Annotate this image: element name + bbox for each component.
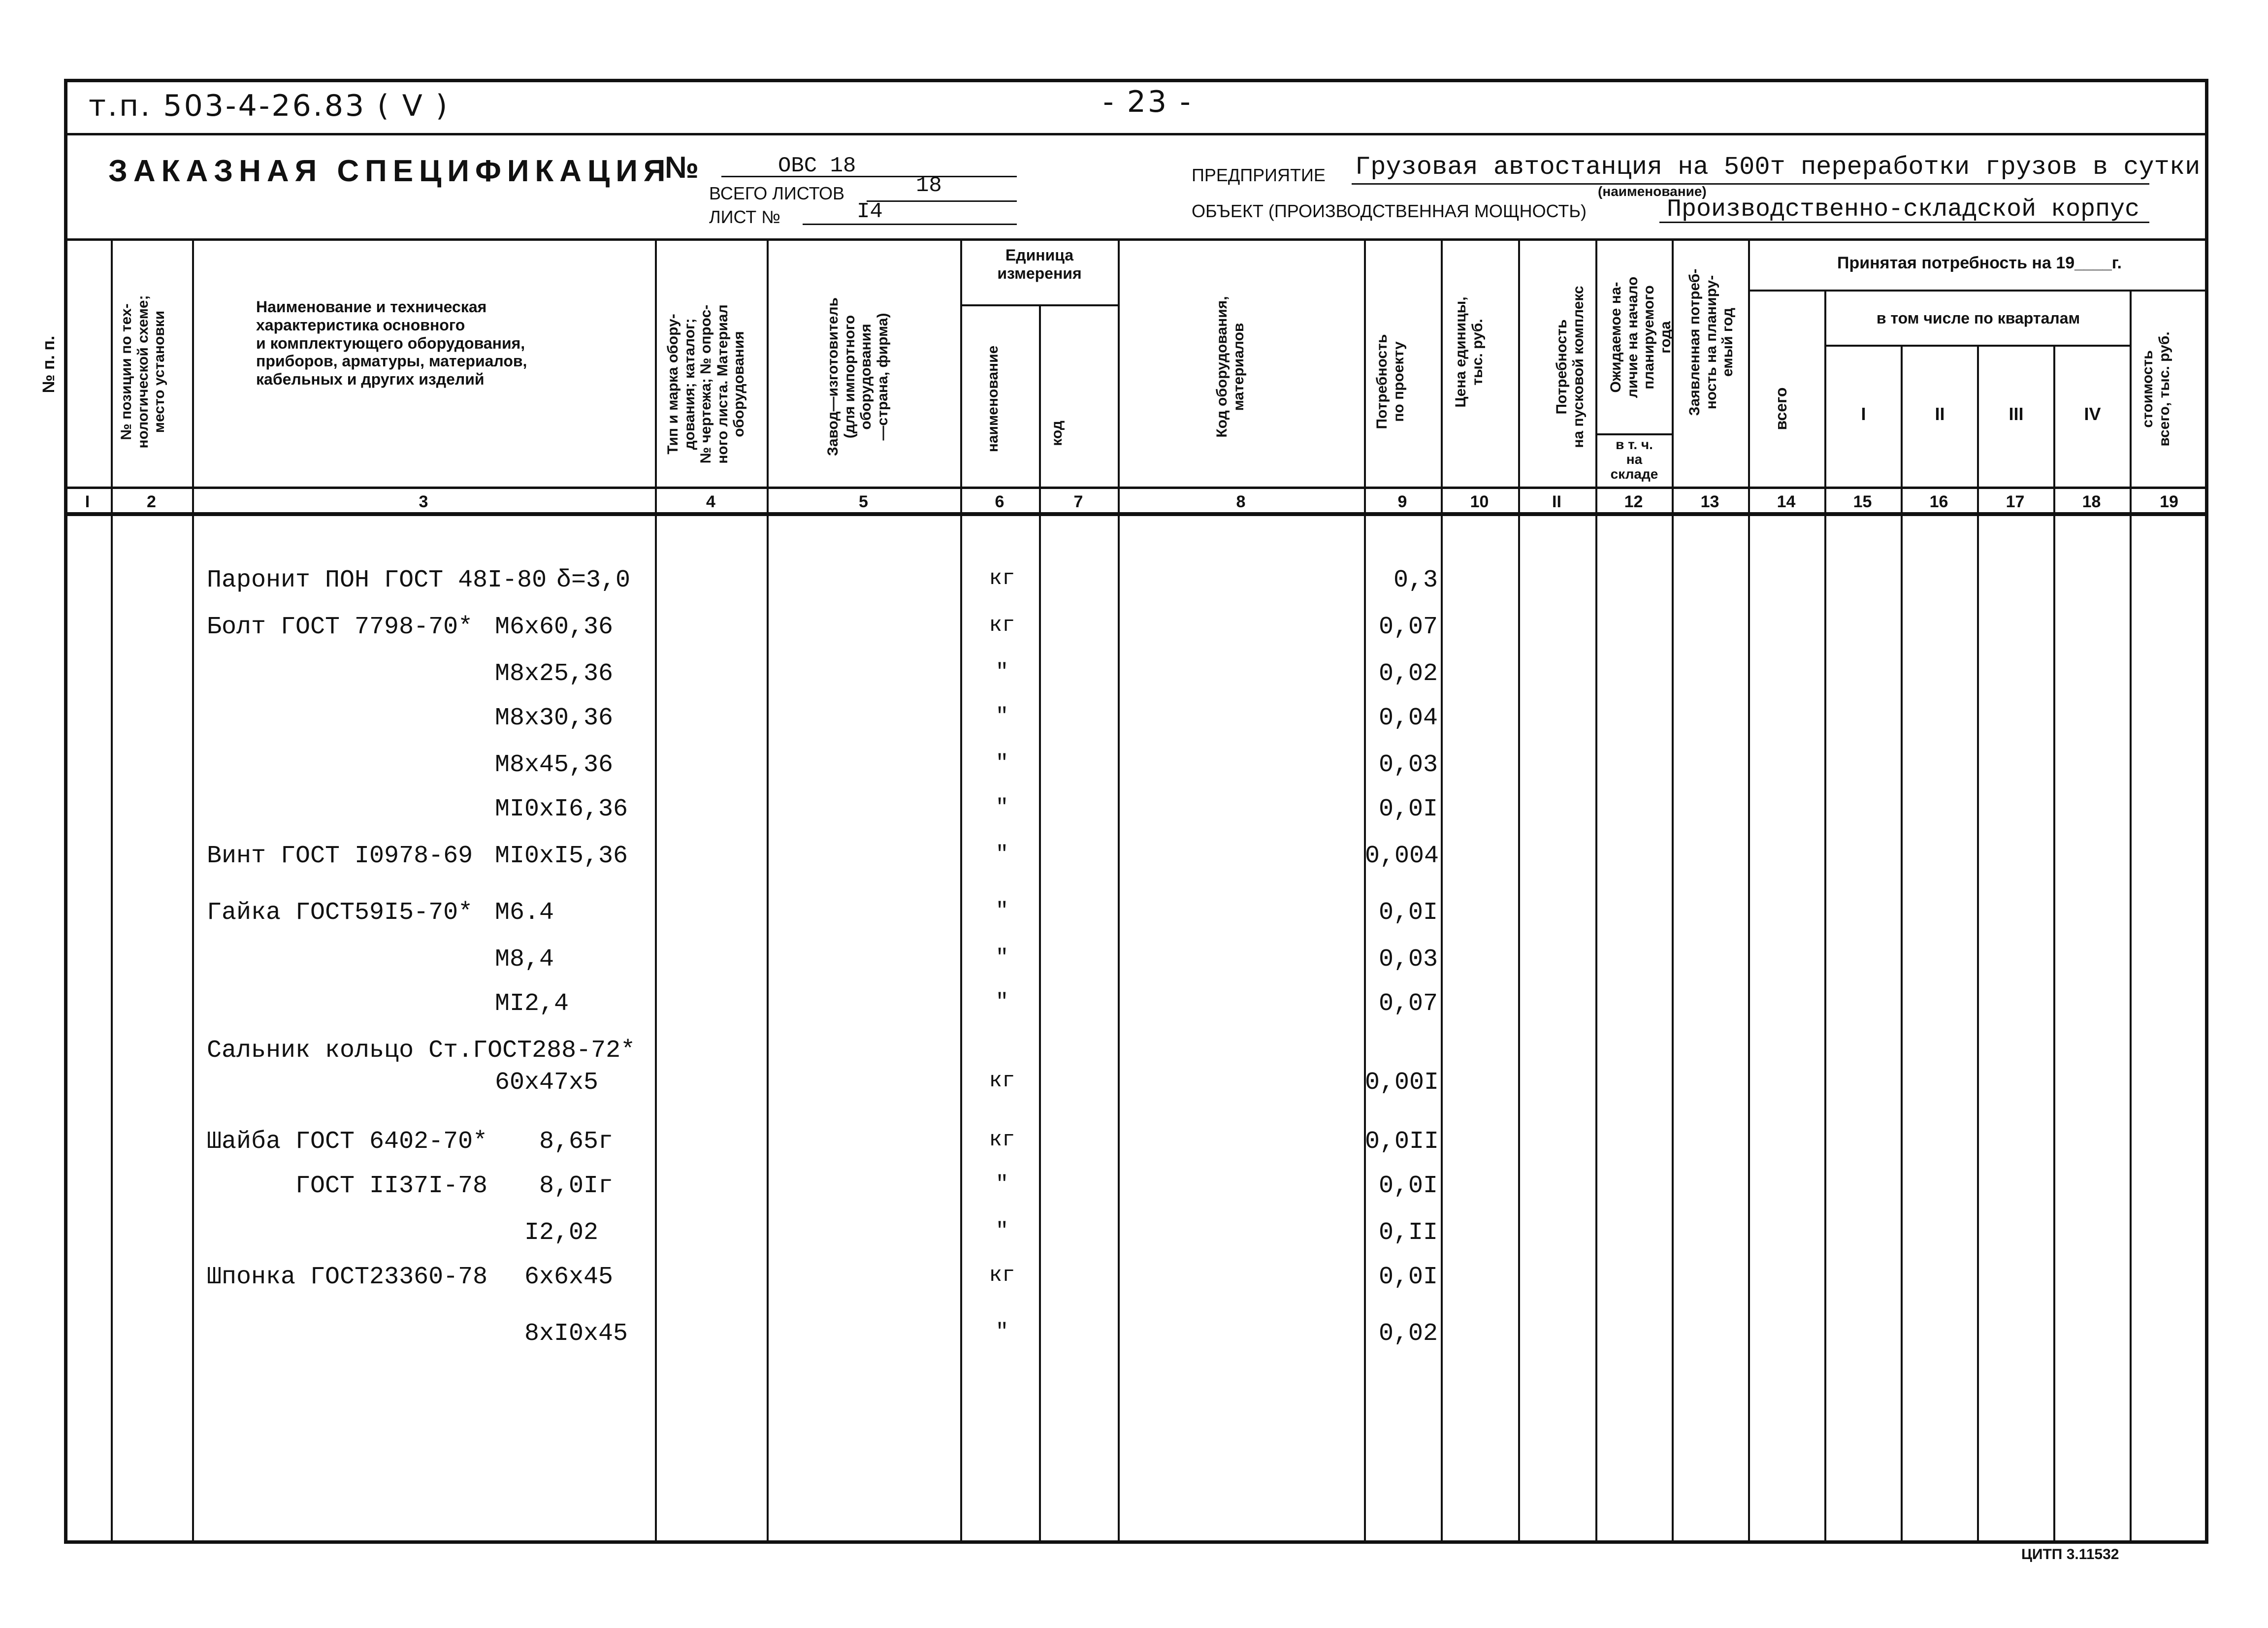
item-unit: кг (989, 1128, 1015, 1152)
item-quantity: 0,004 (1365, 842, 1439, 870)
item-unit: " (995, 1320, 1009, 1344)
item-quantity: 0,0I (1378, 1172, 1438, 1200)
header-total: всего (1772, 387, 1790, 430)
column-number: 12 (1624, 492, 1643, 511)
column-number: 9 (1397, 492, 1407, 511)
header-unit-price: Цена единицы, тыс. руб. (1453, 296, 1486, 408)
column-number: 13 (1700, 492, 1719, 511)
item-spec: 8,0Iг (539, 1172, 614, 1200)
item-quantity: 0,03 (1378, 945, 1438, 974)
header-declared-need: Заявленная потреб- ность на планиру- емый год (1686, 268, 1736, 416)
item-name: Шпонка ГОСТ23360-78 (207, 1263, 488, 1291)
column-number: 2 (147, 492, 156, 511)
item-quantity: 0,0I (1378, 1263, 1438, 1291)
item-quantity: 0,3 (1393, 566, 1438, 594)
item-name: Сальник кольцо Ст.ГОСТ288-72* (207, 1037, 636, 1065)
item-unit: " (995, 660, 1009, 684)
header-unit-code: код (1049, 421, 1065, 446)
item-name: Болт ГОСТ 7798-70* (207, 613, 473, 641)
item-spec: 8хI0х45 (524, 1320, 628, 1348)
item-unit: кг (989, 1069, 1015, 1093)
header-quarters: в том числе по кварталам (1876, 309, 2080, 327)
item-unit: " (995, 1219, 1009, 1243)
header-startup-need: Потребность на пусковой комплекс (1554, 286, 1587, 448)
item-quantity: 0,02 (1378, 1320, 1438, 1348)
item-quantity: 0,00I (1365, 1069, 1439, 1097)
item-spec: δ=3,0 (556, 566, 631, 594)
item-name: Винт ГОСТ I0978-69 (207, 842, 473, 870)
header-equipment-code: Код оборудования, материалов (1214, 296, 1247, 438)
column-number: II (1552, 492, 1561, 511)
item-spec: М8,4 (495, 945, 554, 974)
item-unit: кг (989, 613, 1015, 638)
naming-note: (наименование) (1598, 184, 1707, 199)
spec-number: ОВС 18 (778, 154, 856, 178)
item-unit: " (995, 842, 1009, 867)
item-quantity: 0,II (1378, 1219, 1438, 1247)
header-q4: IV (2084, 404, 2101, 424)
header-unit-group: Единица измерения (997, 246, 1082, 282)
header-q3: III (2009, 404, 2024, 424)
item-unit: " (995, 1172, 1009, 1197)
number-sign: № (665, 151, 699, 185)
item-unit: кг (989, 1263, 1015, 1288)
column-number: 17 (2006, 492, 2025, 511)
item-name: Шайба ГОСТ 6402-70* (207, 1128, 488, 1156)
header-cost: стоимость всего, тыс. руб. (2139, 331, 2172, 447)
item-quantity: 0,07 (1378, 990, 1438, 1018)
item-spec: М6.4 (495, 899, 554, 927)
column-number: 15 (1853, 492, 1872, 511)
item-name: Гайка ГОСТ59I5-70* (207, 899, 473, 927)
column-number: 16 (1929, 492, 1948, 511)
item-spec: 6х6х45 (524, 1263, 614, 1291)
header-unit-name: наименование (985, 345, 1001, 453)
column-number: 10 (1470, 492, 1489, 511)
header-type-brand: Тип и марка обору- дования; каталог; № чертежа; № опрос- ного листа. Материал оборудования (665, 304, 747, 464)
item-quantity: 0,04 (1378, 704, 1438, 732)
header-row-number: № п. п. (39, 335, 58, 393)
sheet-value: I4 (857, 199, 883, 224)
sheet-label: ЛИСТ № (709, 207, 780, 227)
column-number: 14 (1777, 492, 1796, 511)
total-sheets-label: ВСЕГО ЛИСТОВ (709, 183, 844, 203)
item-unit: " (995, 990, 1009, 1014)
header-in-stock: в т. ч. на складе (1610, 437, 1658, 482)
item-spec: I2,02 (524, 1219, 599, 1247)
header-q1: I (1861, 404, 1866, 424)
specification-title: ЗАКАЗНАЯ СПЕЦИФИКАЦИЯ (108, 154, 672, 188)
item-spec: 8,65г (539, 1128, 614, 1156)
item-unit: " (995, 704, 1009, 729)
item-spec: М6х60,36 (495, 613, 614, 641)
footer-code: ЦИТП 3.11532 (2021, 1546, 2119, 1563)
item-spec: 60х47х5 (495, 1069, 599, 1097)
item-spec: М8х25,36 (495, 660, 614, 688)
column-number: 7 (1073, 492, 1083, 511)
item-quantity: 0,0II (1365, 1128, 1439, 1156)
item-quantity: 0,0I (1378, 899, 1438, 927)
item-spec: МI2,4 (495, 990, 569, 1018)
column-number: I (85, 492, 90, 511)
header-manufacturer: Завод—изготовитель (для импортного оборудования —страна, фирма) (825, 297, 891, 456)
enterprise-label: ПРЕДПРИЯТИЕ (1192, 165, 1326, 185)
item-quantity: 0,02 (1378, 660, 1438, 688)
column-number: 6 (995, 492, 1004, 511)
item-spec: МI0хI5,36 (495, 842, 628, 870)
total-sheets-value: 18 (916, 173, 942, 198)
item-unit: " (995, 751, 1009, 776)
column-number: 4 (706, 492, 715, 511)
header-name-characteristics: Наименование и техническая характеристика основного и комплектующего оборудования, приборов, арматуры, материалов, кабельных и других изделий (256, 298, 527, 389)
column-number: 3 (419, 492, 428, 511)
column-number: 8 (1236, 492, 1246, 511)
header-position: № позиции по тех- нологической схеме; место установки (118, 295, 168, 449)
item-unit: " (995, 945, 1009, 970)
item-name: Паронит ПОН ГОСТ 48I-80 (207, 566, 547, 594)
item-quantity: 0,07 (1378, 613, 1438, 641)
item-quantity: 0,0I (1378, 795, 1438, 823)
header-project-need: Потребность по проекту (1374, 334, 1407, 429)
header-expected-stock: Ожидаемое на- личие на начало планируемого года (1608, 276, 1674, 398)
item-unit: " (995, 899, 1009, 923)
item-spec: М8х45,36 (495, 751, 614, 779)
item-unit: " (995, 795, 1009, 820)
header-q2: II (1935, 404, 1945, 424)
document-reference: т.п. 503-4-26.83 ( V ) (89, 89, 450, 123)
item-quantity: 0,03 (1378, 751, 1438, 779)
object-value: Производственно-складской корпус (1667, 195, 2140, 224)
item-spec: МI0хI6,36 (495, 795, 628, 823)
item-name: ГОСТ II37I-78 (295, 1172, 488, 1200)
item-spec: М8х30,36 (495, 704, 614, 732)
page-number: - 23 - (1103, 85, 1193, 119)
column-number: 5 (859, 492, 868, 511)
column-number: 19 (2160, 492, 2178, 511)
header-accepted-need: Принятая потребность на 19____г. (1837, 254, 2122, 272)
object-label: ОБЪЕКТ (ПРОИЗВОДСТВЕННАЯ МОЩНОСТЬ) (1192, 201, 1587, 221)
enterprise-value: Грузовая автостанция на 500т переработки грузов в сутки (1355, 153, 2201, 182)
column-number: 18 (2082, 492, 2101, 511)
item-unit: кг (989, 566, 1015, 591)
